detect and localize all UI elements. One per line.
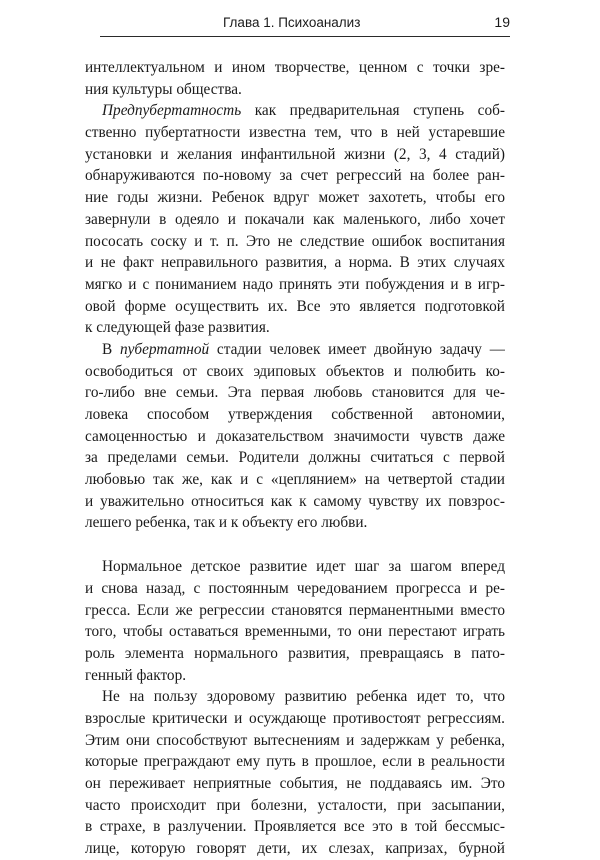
text-line: и уважительно относиться как к самому чувству их повзрос- (85, 492, 505, 510)
text-line-first: Нормальное детское развитие идет шаг за шагом вперед (102, 558, 505, 576)
text-line: пососать соску и т. п. Это не следствие ошибок воспитания (85, 232, 505, 250)
text-line: овой форме осуществить их. Все это является подготовкой (85, 297, 505, 315)
paragraph-normal-development (85, 556, 505, 686)
paragraph-puberty (85, 339, 505, 534)
text-line: и снова назад, с постоянным чередованием прогресса и ре- (85, 579, 505, 597)
italic-term: пубертатной (119, 340, 210, 358)
text-line: часто происходит при болезни, усталости, при засыпании, (85, 796, 505, 814)
text-line-first: Не на пользу здоровому развитию ребенка идет то, что (102, 688, 505, 706)
text-line: которые преграждают ему путь в прошлое, если в реальности (85, 753, 505, 771)
text-line: любовью так же, как и с «цеплянием» на четвертой стадии (85, 471, 505, 489)
paragraph-prepuberty (85, 100, 505, 339)
italic-term: Предпубертатность (102, 102, 242, 120)
text-line: лешего ребенка, так и к объекту его любви. (85, 514, 368, 532)
text-line-first (85, 339, 505, 361)
text-line: установки и желания инфантильной жизни (2, 3, 4 стадий) (85, 145, 505, 163)
text-line: ственно пубертатности известна тем, что в ней устаревшие (85, 124, 505, 142)
text-line: ловека способом утверждения собственной автономии, (85, 406, 505, 423)
line-rest: стадии человек имеет двойную задачу — (216, 340, 505, 358)
running-header (100, 12, 510, 34)
text-line: освободиться от своих эдиповых объектов и полюбить ко- (85, 362, 505, 380)
text-line: он переживает неприятные события, не поддаваясь им. Это (85, 775, 505, 792)
line-prefix: В (102, 340, 120, 358)
text-line: за пределами семьи. Родители должны считаться с первой (85, 449, 505, 467)
text-line: в страхе, в разлучении. Проявляется все это в той бессмыс- (85, 818, 505, 836)
text-line: самоценностью и доказательством значимости чувств даже (85, 427, 505, 445)
text-line: генный фактор. (85, 666, 187, 684)
section-break (85, 534, 505, 556)
paragraph-regressions (85, 686, 505, 860)
text-line: завернули в одеяло и покачали как маленького, либо хочет (85, 210, 505, 228)
text-line: Этим они способствуют вытеснениям и задержкам у ребенка, (85, 731, 505, 749)
text-line: интеллектуальном и ином творчестве, ценном с точки зре- (85, 59, 505, 76)
text-line: того, чтобы оставаться временными, то они перестают играть (85, 623, 505, 641)
text-line-first (85, 100, 505, 122)
text-line: и не факт неправильного развития, а норма. В этих случаях (85, 254, 505, 272)
text-line: обнаруживаются по-новому за счет регрессий на более ран- (85, 167, 505, 185)
line-rest: как предварительная ступень соб- (254, 102, 505, 120)
text-line: к следующей фазе развития. (85, 319, 270, 337)
text-line: го-либо вне семьи. Эта первая любовь становится для че- (85, 384, 505, 402)
text-line: лице, которую говорят дети, их слезах, капризах, бурной (85, 840, 505, 858)
text-line: гресса. Если же регрессии становятся перманентными вместо (85, 601, 505, 619)
text-line: роль элемента нормального развития, превращаясь в пато- (85, 644, 505, 662)
text-line: ние годы жизни. Ребенок вдруг может захотеть, чтобы его (85, 189, 505, 207)
text-line: ния культуры общества. (85, 80, 242, 98)
page-number: 19 (494, 14, 510, 30)
text-line: взрослые критически и осуждающе противостоят регрессиям. (85, 709, 505, 727)
header-rule (100, 36, 510, 37)
text-line: мягко и с пониманием надо принять эти побуждения и в игр- (85, 275, 505, 293)
body-text (85, 57, 505, 860)
paragraph-continuation (85, 57, 505, 100)
chapter-title: Глава 1. Психоанализ (223, 15, 361, 30)
